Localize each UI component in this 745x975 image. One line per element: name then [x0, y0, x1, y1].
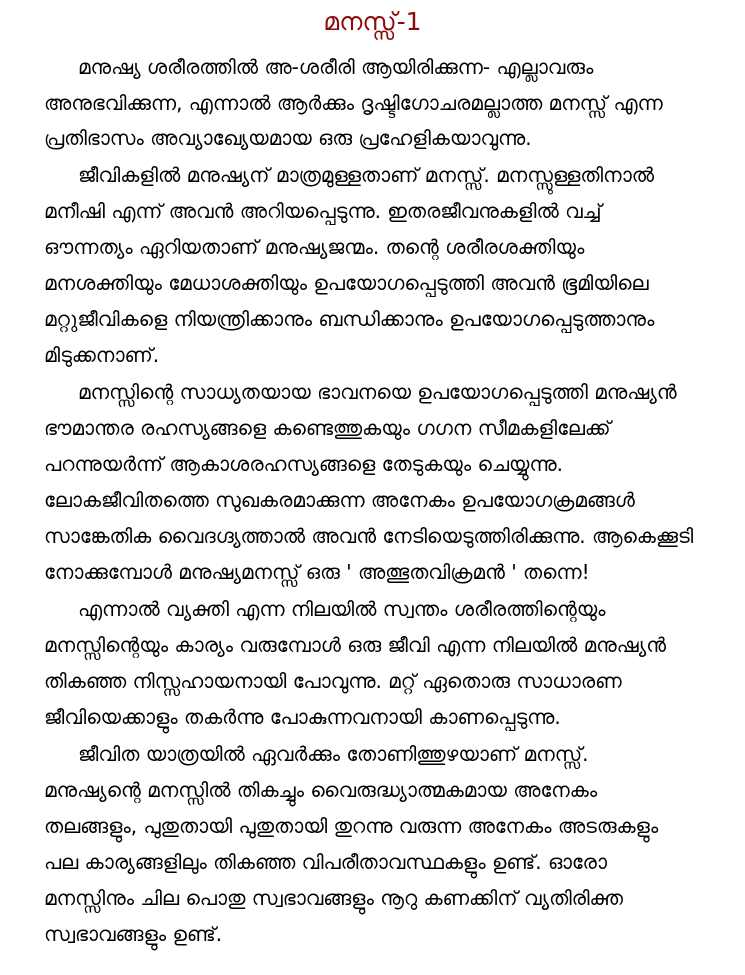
text-line: ഔന്നത്യം ഏറിയതാണ് മനുഷ്യജന്മം. തന്റെ ശരീരശക്തിയും: [44, 235, 585, 259]
text-line: അനുഭവിക്കുന്ന, എന്നാൽ ആർക്കും ദൃഷ്ടിഗോചരമല്ലാത്ത മനസ്സ് എന്ന: [44, 91, 663, 115]
text-line: പറന്നുയർന്ന് ആകാശരഹസ്യങ്ങളെ തേടുകയും ചെയ്യുന്നു.: [44, 452, 564, 476]
text-line: തികഞ്ഞ നിസ്സഹായനായി പോവുന്നു. മറ്റ് ഏതൊരു സാധാരണ: [44, 669, 622, 693]
page-title: മനസ്സ്-1: [323, 7, 422, 36]
text-line: തലങ്ങളും, പുതുതായി പുതുതായി തുറന്നു വരുന്ന അനേകം അടരുകളും: [44, 814, 659, 838]
text-line: മനസ്സിനും ചില പൊതു സ്വഭാവങ്ങളും നൂറു കണക്കിന് വ്യതിരിക്ത: [44, 886, 624, 910]
text-line: മനുഷ്യ ശരീരത്തിൽ അ-ശരീരി ആയിരിക്കുന്ന- എല്ലാവരും: [78, 55, 594, 79]
text-line: പല കാര്യങ്ങളിലും തികഞ്ഞ വിപരീതാവസ്ഥകളും ഉണ്ട്. ഓരോ: [44, 850, 607, 874]
text-line: മനശക്തിയും മേധാശക്തിയും ഉപയോഗപ്പെടുത്തി അവൻ ഭൂമിയിലെ: [44, 271, 649, 295]
text-line: ലോകജീവിതത്തെ സുഖകരമാക്കുന്ന അനേകം ഉപയോഗക്രമങ്ങൾ: [44, 488, 635, 512]
text-line: സ്വഭാവങ്ങളും ഉണ്ട്.: [44, 922, 223, 946]
text-line: മനുഷ്യന്റെ മനസ്സിൽ തികച്ചും വൈരുദ്ധ്യാത്മകമായ അനേകം: [44, 778, 598, 802]
text-line: ജീവിയെക്കാളും തകർന്നു പോകുന്നവനായി കാണപ്പെടുന്നു.: [44, 705, 561, 729]
text-line: മനസ്സിന്റെയും കാര്യം വരുമ്പോൾ ഒരു ജീവി എന്ന നിലയിൽ മനുഷ്യൻ: [44, 633, 667, 657]
text-line: സാങ്കേതിക വൈദഗ്ദ്യത്താൽ അവൻ നേടിയെടുത്തിരിക്കുന്നു. ആകെക്കൂടി: [44, 524, 694, 548]
text-line: പ്രതിഭാസം അവ്യാഖ്യേയമായ ഒരു പ്രഹേളികയാവുന്നു.: [44, 126, 532, 150]
text-line: നോക്കുമ്പോൾ മനുഷ്യമനസ്സ് ഒരു ' അത്ഭുതവിക്രമൻ ' തന്നെ!: [44, 560, 590, 584]
text-line: മനീഷി എന്ന് അവൻ അറിയപ്പെടുന്നു. ഇതരജീവനുകളിൽ വച്ച്: [44, 199, 602, 223]
text-line: ഭൗമാന്തര രഹസ്യങ്ങളെ കണ്ടെത്തുകയും ഗഗന സീമകളിലേക്ക്: [44, 416, 611, 440]
text-line: മനസ്സിന്റെ സാധ്യതയായ ഭാവനയെ ഉപയോഗപ്പെടുത്തി മനുഷ്യൻ: [78, 380, 677, 404]
text-line: എന്നാൽ വ്യക്തി എന്ന നിലയിൽ സ്വന്തം ശരീരത്തിന്റെയും: [78, 597, 606, 621]
text-line: മിടുക്കനാണ്.: [44, 343, 160, 367]
text-line: ജീവിത യാത്രയിൽ ഏവർക്കും തോണിത്തുഴയാണ് മനസ്സ്.: [78, 742, 589, 766]
text-line: ജീവികളിൽ മനുഷ്യന് മാത്രമുള്ളതാണ് മനസ്സ്. മനസ്സുള്ളതിനാൽ: [78, 163, 655, 187]
text-line: മറ്റുജീവികളെ നിയന്ത്രിക്കാനും ബന്ധിക്കാനും ഉപയോഗപ്പെടുത്താനും: [44, 307, 655, 331]
